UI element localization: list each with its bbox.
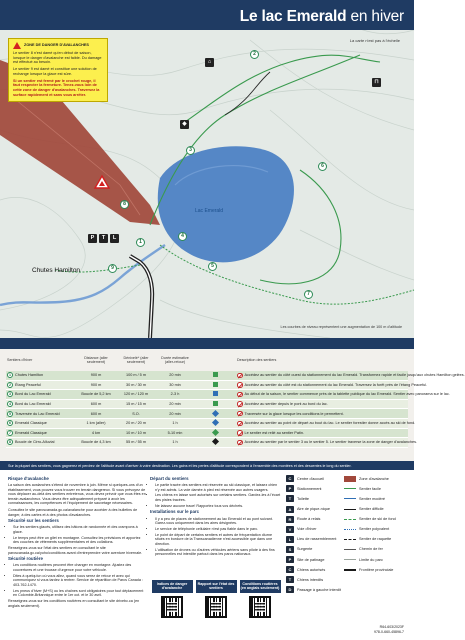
gain-cell: 55 m / 55 m [125, 440, 147, 445]
time-cell: 20 min [169, 373, 181, 378]
trail-name-cell [6, 401, 76, 407]
no-dogs-icon [237, 392, 243, 398]
trail-name-cell [6, 372, 76, 378]
table-row [6, 371, 465, 381]
legend-item [344, 485, 410, 493]
table-row [6, 390, 450, 400]
time-cell: 20 min [169, 411, 181, 416]
trail-number-badge: 5 [7, 411, 13, 417]
icons-cell [194, 372, 236, 378]
road-safety-item: • Les pneus d'hiver (M+S) ou les chaînes sont obligatoires pour tout déplacement en Colombie-Britannique entre le 1er oct. et le 30 avril. [13, 589, 146, 598]
legend-swatch [344, 559, 356, 560]
lodge-icon: L [110, 234, 119, 243]
trail-number-badge: 2 [7, 382, 13, 388]
trail-safety-heading: Sécurité sur les sentiers [8, 518, 59, 524]
description-cell [236, 382, 428, 388]
departure-item: • Le partie tracée des sentiers est réservée au ski classique, et laissez chien n'y est admis. La voie damée à pied est réservée aux autres usagers. [155, 483, 282, 492]
trail-name-cell [6, 382, 76, 388]
isbn-code: 978-0-660-45896-7 [374, 629, 404, 634]
contour-note: Les courbes de niveau représentent une augmentation de 100 m d'altitude [280, 325, 402, 329]
table-row [6, 438, 418, 448]
legend-label: Surgente [297, 547, 313, 552]
legend-swatch [344, 498, 356, 499]
legend-label: Zone d'avalanche [359, 476, 389, 481]
no-dogs-icon [237, 440, 243, 446]
parking-icon: P [88, 234, 97, 243]
legend-item [344, 576, 410, 584]
icons-cell [194, 401, 236, 407]
legend-item [286, 556, 344, 564]
legend-item [344, 546, 410, 554]
header-gain: Dénivelé* (aller seulement) [123, 356, 149, 364]
header-time: Durée estimative (aller-retour) [161, 356, 189, 364]
distance-cell: 1 km (aller) [86, 421, 106, 426]
distance-cell: 600 m [90, 411, 102, 416]
description-cell [236, 430, 408, 436]
legend-label: Sentier difficile [359, 507, 384, 512]
legend-label: Centre d'accueil [297, 476, 325, 481]
trail-description: Accédez au sentier au point de départ au bout du lac. Le sentier forestier donne accès au ski de fond. [244, 421, 416, 426]
legend-item [286, 475, 344, 483]
trail-name: Emerald Classique [15, 421, 47, 426]
qr-avalanche[interactable] [150, 580, 194, 618]
legend-item [286, 505, 344, 513]
legend-symbol-icon: C [286, 475, 294, 482]
table-header [6, 350, 408, 370]
legend-symbol-icon: C [286, 566, 294, 573]
legend-item [344, 475, 410, 483]
legend-label: Voie d'hiver [297, 527, 317, 532]
legend-item [344, 505, 410, 513]
trail-description: Accédez au sentier depuis le pont au bord du lac. [244, 402, 328, 407]
qr-label: Indices de danger d'avalanche [152, 580, 193, 593]
time-cell: 1 h [172, 440, 178, 445]
trail-number-badge: 3 [7, 391, 13, 397]
scale-note: La carte n'est pas à l'échelle [349, 38, 400, 43]
road-conditions-text: Renseignez-vous sur les conditions routières en consultant le site drivebc.ca (en anglais seulement). [8, 599, 140, 608]
legend-swatch [344, 529, 356, 530]
distance-cell: 900 m [90, 382, 102, 387]
trail-name-cell [6, 391, 76, 397]
trail-name-cell [6, 439, 76, 445]
trail-pin-2[interactable]: 2 [250, 50, 259, 59]
map-legend [286, 475, 410, 594]
falls-label: Chutes Hamilton [32, 267, 81, 274]
trail-pin-7[interactable]: 7 [304, 290, 313, 299]
difficulty-icon [213, 401, 218, 406]
distance-cell: 900 m [90, 373, 102, 378]
time-cell: 30 min [169, 382, 181, 387]
trail-description: Au début de la saison, le sentier commence près de la tablette publique du lac Emerald. Sentier avec panorama sur le lac. [244, 392, 450, 397]
map-title [240, 8, 404, 26]
time-cell: 20 min [169, 402, 181, 407]
trail-table [0, 338, 465, 470]
trail-number-badge: 4 [7, 401, 13, 407]
trail-safety-item: • Sur les sentiers glacés, utilisez des bâtons de randonnée et des crampons à glace. [13, 525, 146, 534]
trail-pin-5[interactable]: 5 [208, 262, 217, 271]
difficulty-icon [211, 419, 218, 426]
picnic-icon: ⊓ [372, 78, 381, 87]
trail-pin-1[interactable]: 1 [136, 238, 145, 247]
table-row [6, 381, 428, 391]
legend-item [286, 495, 344, 503]
publication-codes [374, 625, 404, 634]
no-dogs-icon [237, 430, 243, 436]
qr-label: Conditions routières (en anglais seulement) [240, 580, 281, 593]
legend-swatch [344, 488, 356, 489]
legend-symbol-icon: T [286, 576, 294, 583]
legend-symbol-icon: L [286, 536, 294, 543]
table-row [6, 419, 416, 429]
legend-swatch [344, 476, 356, 482]
legend-label: Aire de pique-nique [297, 507, 330, 512]
trail-description: Accédez au sentier du côté est du stationnement du lac Emerald. Traversez la forêt près de l'étang Peaceful. [244, 382, 428, 387]
trail-pin-6[interactable]: 6 [318, 162, 327, 171]
trail-description: Accédez au sentier par le sentier 3 ou le sentier 5. Le sentier traverse la zone de danger d'avalanches. [244, 440, 418, 445]
facilities-item: • Le service de téléphonie cellulaire n'est pas fiable dans le parc. [155, 527, 282, 532]
avalanche-warning-p2: Le sentier 9 est damé et constitue une solution de rechange lorsque la glace est sûre. [13, 67, 97, 76]
shelter-icon: ⌂ [205, 58, 214, 67]
legend-symbol-icon: V [286, 526, 294, 533]
qr-trail-report[interactable] [194, 580, 238, 618]
legend-symbol-icon: A [286, 506, 294, 513]
time-cell: 5-10 min [167, 430, 183, 435]
legend-swatch [344, 549, 356, 550]
road-safety-item: • Dites à quelqu'un où vous allez, quand vous serez de retour et avec qui communiquez si vous tardez à rentrer. Service de répartition de Parcs Canada : 403-762-1470. [13, 574, 146, 588]
difficulty-icon [213, 372, 218, 377]
icons-cell [194, 382, 236, 388]
icons-cell [194, 430, 236, 436]
road-safety-item: • Les conditions routières peuvent être changer en montagne. Ajustez des couvertures et une trousse d'urgence pour votre véhicule. [13, 563, 146, 572]
icons-cell [194, 420, 236, 426]
legend-label: Frontière provinciale [359, 567, 394, 572]
trail-description: Le sentier est relié au sentier Patin. [244, 430, 305, 435]
distance-cell: 600 m [90, 402, 102, 407]
gain-cell: 20 m / 20 m [125, 421, 147, 426]
info-col-1 [8, 475, 146, 610]
time-cell: 2-3 h [170, 392, 180, 397]
legend-symbol-icon: T [286, 495, 294, 502]
trail-name: Traversée du Lac Emerald [15, 411, 60, 416]
table-footnote: Sur la plupart des sentiers, vous gagnerez et perdrez de l'altitude avant d'arriver à votre destination. Les gains et les pertes d'altitude correspondent à l'ensemble des montées et des descentes le long du sentier. [0, 461, 414, 470]
trail-safety-item: • Le temps peut être un gilet en montagne. Consultez les prévisions et apportez des couches de vêtements supplémentaires et des collations. [13, 536, 146, 545]
legend-label: Sentier modéré [359, 496, 385, 501]
road-safety-heading: Sécurité routière [8, 556, 43, 562]
legend-symbol-icon: P [286, 485, 294, 492]
trail-name-cell [6, 420, 76, 426]
distance-cell: 4 km [91, 430, 101, 435]
legend-symbol-icon: R [286, 516, 294, 523]
table-row [6, 429, 408, 439]
description-cell [236, 411, 408, 417]
facilities-item: • L'utilisation de drones ou d'autres véhicules aériens sans pilote à des fins personnelles est interdite partout dans les parcs nationaux. [155, 548, 282, 557]
legend-item [286, 576, 344, 584]
legend-item [344, 495, 410, 503]
qr-code-icon[interactable] [161, 596, 183, 618]
legend-label: Lieu de rassemblement [297, 537, 337, 542]
legend-swatch [344, 509, 356, 510]
legend-item [344, 556, 410, 564]
legend-symbol-icon: P [286, 556, 294, 563]
avalanche-warning-heading: ZONE DE DANGER D'AVALANCHES [24, 43, 89, 48]
avalanche-warning-p1: Le sentier 8 n'est damé qu'en début de saison, lorsque le danger d'avalanche est faible. Du damage est effectué au besoin. [13, 51, 102, 65]
difficulty-icon [211, 429, 218, 436]
viewpoint-icon: ◆ [180, 120, 189, 129]
legend-label: Chiens interdits [297, 577, 324, 582]
no-dogs-icon [237, 373, 243, 379]
trail-name: Boucle de Cirro-Alluvial [15, 440, 55, 445]
trail-name: Bord du Lac Emerald [15, 402, 51, 407]
gain-cell: 15 m / 15 m [125, 402, 147, 407]
trail-description: Accédez au sentier du côté ouest du stationnement du lac Emerald. Transformez rapide et facile jusqu'aux chutes Hamilton gelées. [244, 373, 465, 378]
departure-item: • Les chiens en laisse sont autorisés sur certains sentiers. Gardez-les à l'écart des pistes tracées. [155, 493, 282, 502]
gain-cell: 30 m / 30 m [125, 382, 147, 387]
trail-departure-heading: Départ du sentiers [150, 476, 189, 481]
info-col-2 [150, 475, 282, 558]
header-description: Description des sentiers [237, 358, 277, 362]
trail-number-badge: 6 [7, 420, 13, 426]
legend-label: Passage à gauche interdit [297, 587, 341, 592]
no-dogs-icon [237, 382, 243, 388]
avalanche-link-text: Consultez le site parcscanada.gc.ca/avalanche pour accéder à des bulletins de danger, à des cartes et à des photos d'avalanches. [8, 508, 138, 517]
trail-conditions-text: Renseignez-vous sur l'état des sentiers en consultant le site parcscanada.gc.ca/yoho/conditions avant d'entreprendre votre aventure hivernale. [8, 546, 143, 555]
gain-cell: 120 m / 120 m [123, 392, 149, 397]
legend-label: Route à relais [297, 517, 321, 522]
legend-label: Stationnement [297, 486, 322, 491]
avalanche-hazard-icon [95, 176, 109, 188]
trail-name-cell [6, 430, 76, 436]
table-rows [6, 371, 465, 448]
distance-cell: Boucle de 4,3 km [81, 440, 111, 445]
avalanche-risk-text: La saison des avalanches s'étend de novembre à juin. Même si quelques-uns d'un établissement, vous pouvez vous trouver en terrain dangereux. Si vous prévoyez de vous déplacer au-delà des sentiers entretenus, vous devez prévoir que vous êtes en terrain avalancheux. Vous devez être adéquatement préparé à avoir les connaissances, les compétences et l'équipement de sauvetage nécessaires. [8, 483, 146, 506]
legend-item [344, 525, 410, 533]
legend-swatch [344, 539, 356, 540]
legend-item [344, 515, 410, 523]
legend-label: Limite du parc [359, 557, 383, 562]
description-cell [236, 401, 408, 407]
qr-road-conditions[interactable] [238, 580, 282, 618]
facilities-item: • Il y a peu de places de stationnement au lac Emerald et au pont suivant. Garez-vous uniquement dans les aires désignées. [155, 517, 282, 526]
catalogue-code: R64-603/2023F [379, 625, 404, 630]
legend-label: Site de patinage [297, 557, 325, 562]
legend-label: Toilette [297, 496, 310, 501]
legend-symbol-icon: S [286, 546, 294, 553]
description-cell [236, 392, 450, 398]
park-facilities-heading: Installations sur le parc [150, 509, 200, 515]
difficulty-icon [211, 438, 218, 445]
avalanche-warning-box [8, 38, 108, 102]
toilet-icon: T [99, 234, 108, 243]
trail-name: Chutes Hamilton [15, 373, 44, 378]
map-title-bold: Le lac Emerald [239, 8, 347, 25]
trail-number-badge: 7 [7, 430, 13, 436]
legend-item [286, 566, 344, 574]
legend-item [286, 525, 344, 533]
difficulty-icon [211, 410, 218, 417]
legend-item [344, 536, 410, 544]
departure-item: • Ne laissez aucune trace! Rapportez tous vos déchets. [155, 504, 282, 509]
difficulty-icon [213, 391, 218, 396]
trail-name: Étang Peaceful [15, 382, 41, 387]
trail-pin-4[interactable]: 4 [178, 232, 187, 241]
qr-code-icon[interactable] [249, 596, 271, 618]
trail-description: Traversée sur la glace lorsque les conditions le permettent. [244, 411, 344, 416]
distance-cell: Boucle de 5,2 km [81, 392, 111, 397]
info-section [0, 470, 414, 640]
trail-name-cell [6, 411, 76, 417]
trail-number-badge: 8 [7, 439, 13, 445]
map-title-light: en hiver [350, 8, 404, 25]
legend-label: Sentier de raquette [359, 537, 392, 542]
trail-pin-8[interactable]: 8 [120, 200, 129, 209]
legend-item [286, 546, 344, 554]
gain-cell: S.O. [132, 411, 140, 416]
lake-label: Lac Emerald [195, 208, 224, 214]
table-top-bar [0, 338, 414, 349]
trail-number-badge: 1 [7, 372, 13, 378]
description-cell [236, 440, 418, 446]
map-panel [0, 0, 414, 338]
no-dogs-icon [237, 401, 243, 407]
legend-item [286, 515, 344, 523]
description-cell [236, 373, 465, 379]
legend-label: Chemin de fer [359, 547, 383, 552]
gain-cell: 10 m / 10 m [125, 430, 147, 435]
legend-label: Sentier polyvalent [359, 527, 390, 532]
legend-item [286, 485, 344, 493]
avalanche-risk-heading: Risque d'avalanche [8, 476, 49, 481]
legend-label: Sentier de ski de fond [359, 517, 396, 522]
legend-label: Chiens autorisés [297, 567, 326, 572]
qr-code-icon[interactable] [205, 596, 227, 618]
warning-triangle-icon [13, 42, 21, 49]
trail-name: Emerald Classique [15, 430, 47, 435]
table-row [6, 409, 408, 419]
difficulty-icon [213, 382, 218, 387]
legend-label: Sentier facile [359, 486, 381, 491]
time-cell: 1 h [172, 421, 178, 426]
gain-cell: 100 m / 5 m [125, 373, 147, 378]
legend-swatch [344, 569, 356, 571]
trail-pin-3[interactable]: 3 [186, 146, 195, 155]
legend-swatch [344, 519, 356, 520]
header-distance: Distance (aller seulement) [84, 356, 108, 364]
trail-name: Bord du Lac Emerald [15, 392, 51, 397]
legend-symbol-icon: D [286, 586, 294, 593]
description-cell [236, 421, 416, 427]
legend-item [344, 566, 410, 574]
facilities-item: • Le point de départ de certains sentiers et autres de fréquentation diurne situés en bordure de la Transcanadienne n'est accessible que dans une direction. [155, 533, 282, 547]
qr-label: Rapport sur l'état des sentiers [196, 580, 237, 593]
qr-codes [150, 580, 282, 618]
trail-pin-9[interactable]: 9 [108, 264, 117, 273]
no-dogs-icon [237, 421, 243, 427]
icons-cell [194, 391, 236, 397]
icons-cell [194, 439, 236, 445]
no-dogs-icon [237, 411, 243, 417]
avalanche-warning-p3: Si un sentier est fermé par le crochet rouge, il faut respecter la fermeture. Tenez-vous loin de cette zone de danger d'avalanches. Traversez la surface rapidement et sans vous arrêter. [13, 78, 100, 97]
header-trail: Sentiers d'hiver [7, 358, 33, 362]
table-row [6, 400, 408, 410]
legend-item [286, 536, 344, 544]
legend-item [286, 586, 344, 594]
icons-cell [194, 411, 236, 417]
